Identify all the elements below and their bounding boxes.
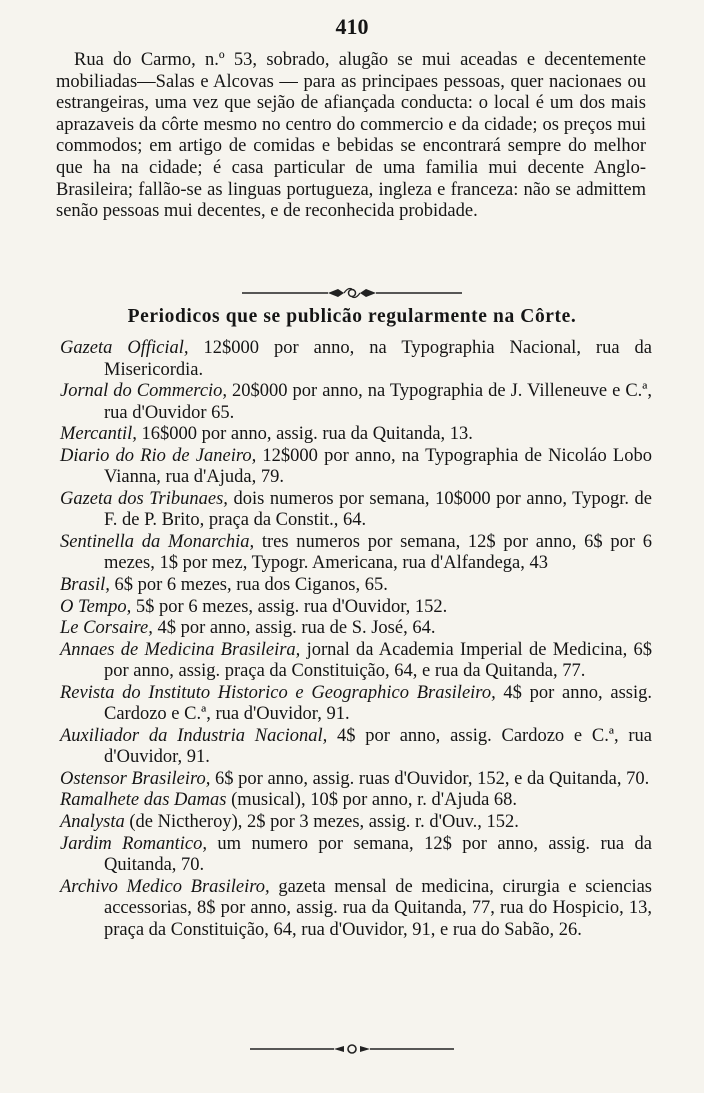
list-item bbox=[60, 834, 652, 877]
periodical-name: Jornal do Commercio, bbox=[60, 381, 228, 402]
periodical-details: um numero por semana, 12$ por anno, assig. rua da Quitanda, 70. bbox=[104, 833, 652, 876]
periodical-details: 6$ por anno, assig. ruas d'Ouvidor, 152, e da Quitanda, 70. bbox=[210, 768, 650, 789]
list-item bbox=[60, 877, 652, 942]
periodical-name: Analysta bbox=[60, 812, 125, 833]
periodical-details: 20$000 por anno, na Typographia de J. Villeneuve e C.ª, rua d'Ouvidor 65. bbox=[104, 381, 653, 423]
list-item bbox=[60, 424, 652, 446]
periodical-details: 4$ por anno, assig. rua de S. José, 64. bbox=[152, 618, 436, 639]
periodical-name: Auxiliador da Industria Nacional, bbox=[60, 725, 328, 746]
periodical-name: Gazeta dos Tribunaes, bbox=[60, 488, 228, 509]
list-item bbox=[60, 790, 652, 812]
periodicals-list bbox=[60, 338, 652, 941]
periodical-details: tres numeros por semana, 12$ por anno, 6$ por 6 mezes, 1$ por mez, Typogr. Americana, rua d'Alfandega, 43 bbox=[104, 531, 652, 574]
periodical-details: 12$000 por anno, na Typographia Nacional, rua da Misericordia. bbox=[104, 338, 652, 380]
periodical-details: (musical), 10$ por anno, r. d'Ajuda 68. bbox=[226, 790, 518, 811]
list-item bbox=[60, 489, 652, 532]
periodical-name: Jardim Romantico, bbox=[60, 833, 207, 854]
list-item bbox=[60, 640, 652, 683]
periodical-details: dois numeros por semana, 10$000 por anno, Typogr. de F. de P. Brito, praça da Constit., 64. bbox=[104, 488, 652, 531]
periodical-name: Brasil, bbox=[60, 575, 110, 596]
section-title: Periodicos que se publicão regularmente na Côrte. bbox=[127, 306, 577, 327]
periodical-details: 4$ por anno, assig. Cardozo e C.ª, rua d'Ouvidor, 91. bbox=[104, 725, 652, 768]
list-item bbox=[60, 532, 652, 575]
ornament-rule-icon bbox=[232, 286, 472, 300]
periodical-name: Diario do Rio de Janeiro, bbox=[60, 445, 257, 466]
periodical-details: jornal da Academia Imperial de Medicina, 6$ por anno, assig. praça da Constituição, 64, e rua da Quitanda, 77. bbox=[104, 639, 652, 682]
list-item bbox=[60, 769, 652, 791]
periodical-details: (de Nictheroy), 2$ por 3 mezes, assig. r. d'Ouv., 152. bbox=[124, 812, 519, 833]
page-number: 410 bbox=[335, 14, 369, 39]
periodical-name: Le Corsaire, bbox=[60, 618, 153, 639]
list-item bbox=[60, 683, 652, 726]
periodical-name: Ostensor Brasileiro, bbox=[60, 768, 211, 789]
periodical-details: 4$ por anno, assig. Cardozo e C.ª, rua d'Ouvidor, 91. bbox=[104, 682, 652, 725]
periodical-details: 16$000 por anno, assig. rua da Quitanda, 13. bbox=[136, 424, 473, 445]
ornament-rule-icon bbox=[242, 1042, 462, 1056]
periodical-details: 5$ por 6 mezes, assig. rua d'Ouvidor, 152. bbox=[131, 596, 448, 617]
periodical-name: Annaes de Medicina Brasileira, bbox=[60, 639, 301, 660]
periodical-name: Revista do Instituto Historico e Geographico Brasileiro, bbox=[60, 682, 496, 703]
intro-paragraph: Rua do Carmo, n.º 53, sobrado, alugão se mui aceadas e decentemente mobiliadas—Salas e Alcovas — para as principaes pessoas, quer nacionaes ou estrangeiras, uma vez que sejão de afiançada conducta: o local é um dos mais aprazaveis da côrte mesmo no centro do commercio e da cidade; os preços mui commodos; em artigo de comidas e bebidas se encontrará sempre do melhor que ha na cidade; é casa particular de uma familia mui decente Anglo-Brasileira; fallão-se as linguas portugueza, ingleza e franceza: não se admittem senão pessoas mui decentes, e de reconhecida probidade. bbox=[56, 50, 646, 222]
list-item bbox=[60, 597, 652, 619]
periodical-name: Archivo Medico Brasileiro, bbox=[60, 876, 270, 897]
periodical-details: gazeta mensal de medicina, cirurgia e sciencias accessorias, 8$ por anno, assig. rua da Quitanda, 77, rua do Hospicio, 13, praça da Constituição, 64, rua d'Ouvidor, 91, e rua do Sabão, 26. bbox=[104, 876, 652, 940]
periodical-details: 6$ por 6 mezes, rua dos Ciganos, 65. bbox=[109, 575, 388, 596]
periodical-name: Ramalhete das Damas bbox=[60, 790, 227, 811]
list-item bbox=[60, 812, 652, 834]
list-item bbox=[60, 618, 652, 640]
periodical-name: O Tempo, bbox=[60, 596, 132, 617]
periodical-name: Gazeta Official, bbox=[60, 338, 189, 358]
ornament-divider-top bbox=[0, 286, 704, 305]
periodical-name: Sentinella da Monarchia, bbox=[60, 531, 255, 552]
list-item bbox=[60, 381, 652, 424]
periodical-details: 12$000 por anno, na Typographia de Nicoláo Lobo Vianna, rua d'Ajuda, 79. bbox=[104, 445, 652, 488]
list-item bbox=[60, 575, 652, 597]
list-item bbox=[60, 338, 652, 381]
ornament-divider-bottom bbox=[0, 1042, 704, 1061]
periodical-name: Mercantil, bbox=[60, 424, 137, 445]
list-item bbox=[60, 726, 652, 769]
list-item bbox=[60, 446, 652, 489]
